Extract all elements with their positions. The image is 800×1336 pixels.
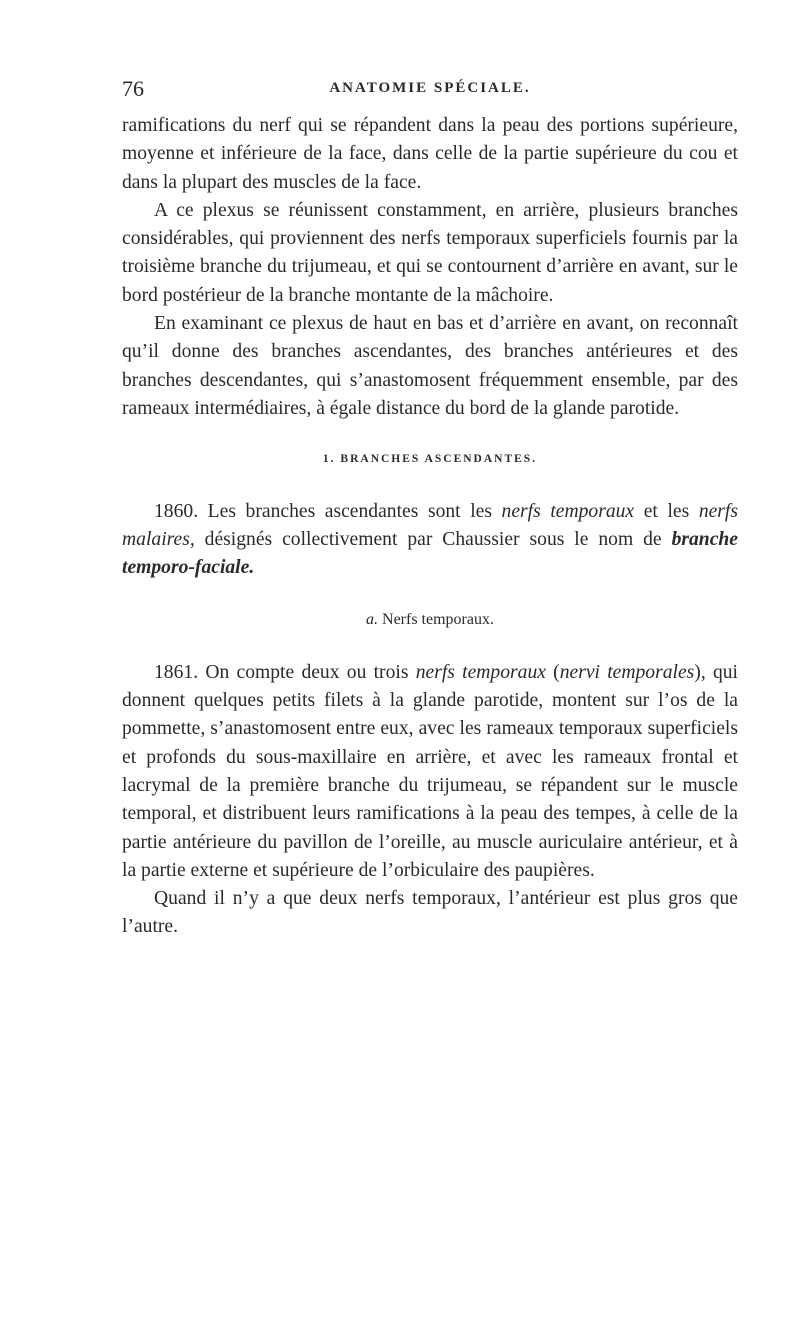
paragraph-continued: ramifications du nerf qui se répandent dans la peau des portions supérieure, moyenne et inférieure de la face, dans celle de la partie supérieure du cou et dans la plupart des muscles de la face.: [122, 115, 738, 193]
italic-term: nerfs temporaux: [415, 661, 546, 683]
paragraph-1861: [122, 659, 738, 885]
italic-term: nerfs malaires,: [122, 500, 738, 550]
paragraph-last: Quand il n’y a que deux nerfs temporaux, l’antérieur est plus gros que l’autre.: [122, 888, 738, 938]
text-run: (: [545, 661, 560, 683]
body-text: [122, 112, 738, 942]
paragraph-number: 1860.: [154, 500, 199, 522]
italic-term: nerfs temporaux: [501, 500, 635, 522]
subsection-heading: [122, 606, 738, 634]
bold-italic-term: branche temporo-faciale.: [122, 528, 738, 579]
paragraph-examination: En examinant ce plexus de haut en bas et d’arrière en avant, on reconnaît qu’il donne des branches ascendantes, des branches antérieures et des branches descendantes, qui s’anastomosent fréquemment ensemble, par des rameaux intermédiaires, à égale distance du bord de la glande parotide.: [122, 313, 738, 419]
subsection-letter: a.: [366, 611, 379, 629]
running-head: [122, 76, 738, 102]
section-heading: 1. BRANCHES ASCENDANTES.: [322, 453, 538, 466]
paragraph-1860: [122, 498, 738, 583]
text-run: ), qui donnent quelques petits filets à la glande parotide, montent sur l’os de la pommette, s’anastomosent entre eux, avec les rameaux temporaux superficiels et profonds du sous-maxillaire en arrière, et avec les rameaux frontal et lacrymal de la première branche du trijumeau, se répandent sur le muscle temporal, et distribuent leurs ramifications à la peau des tempes, à celle de la partie antérieure du pavillon de l’oreille, au muscle auriculaire antérieur, et à la partie externe et supérieure de l’orbiculaire des paupières.: [122, 661, 739, 881]
page-number: 76: [122, 76, 144, 101]
text-run: désignés collectivement par Chaussier sous le nom de: [194, 528, 672, 550]
text-run: et les: [634, 500, 699, 522]
running-title: ANATOMIE SPÉCIALE.: [329, 80, 531, 96]
paragraph-plexus: A ce plexus se réunissent constamment, en arrière, plusieurs branches considérables, qui proviennent des nerfs temporaux superficiels fournis par la troisième branche du trijumeau, et qui se contournent d’arrière en avant, sur le bord postérieur de la branche montante de la mâchoire.: [122, 199, 738, 306]
paragraph-number: 1861.: [154, 661, 199, 683]
subsection-title: Nerfs temporaux.: [378, 611, 494, 629]
text-run: On compte deux ou trois: [198, 661, 416, 683]
text-run: Les branches ascendantes sont les: [198, 500, 502, 522]
italic-term: nervi temporales: [559, 661, 695, 683]
